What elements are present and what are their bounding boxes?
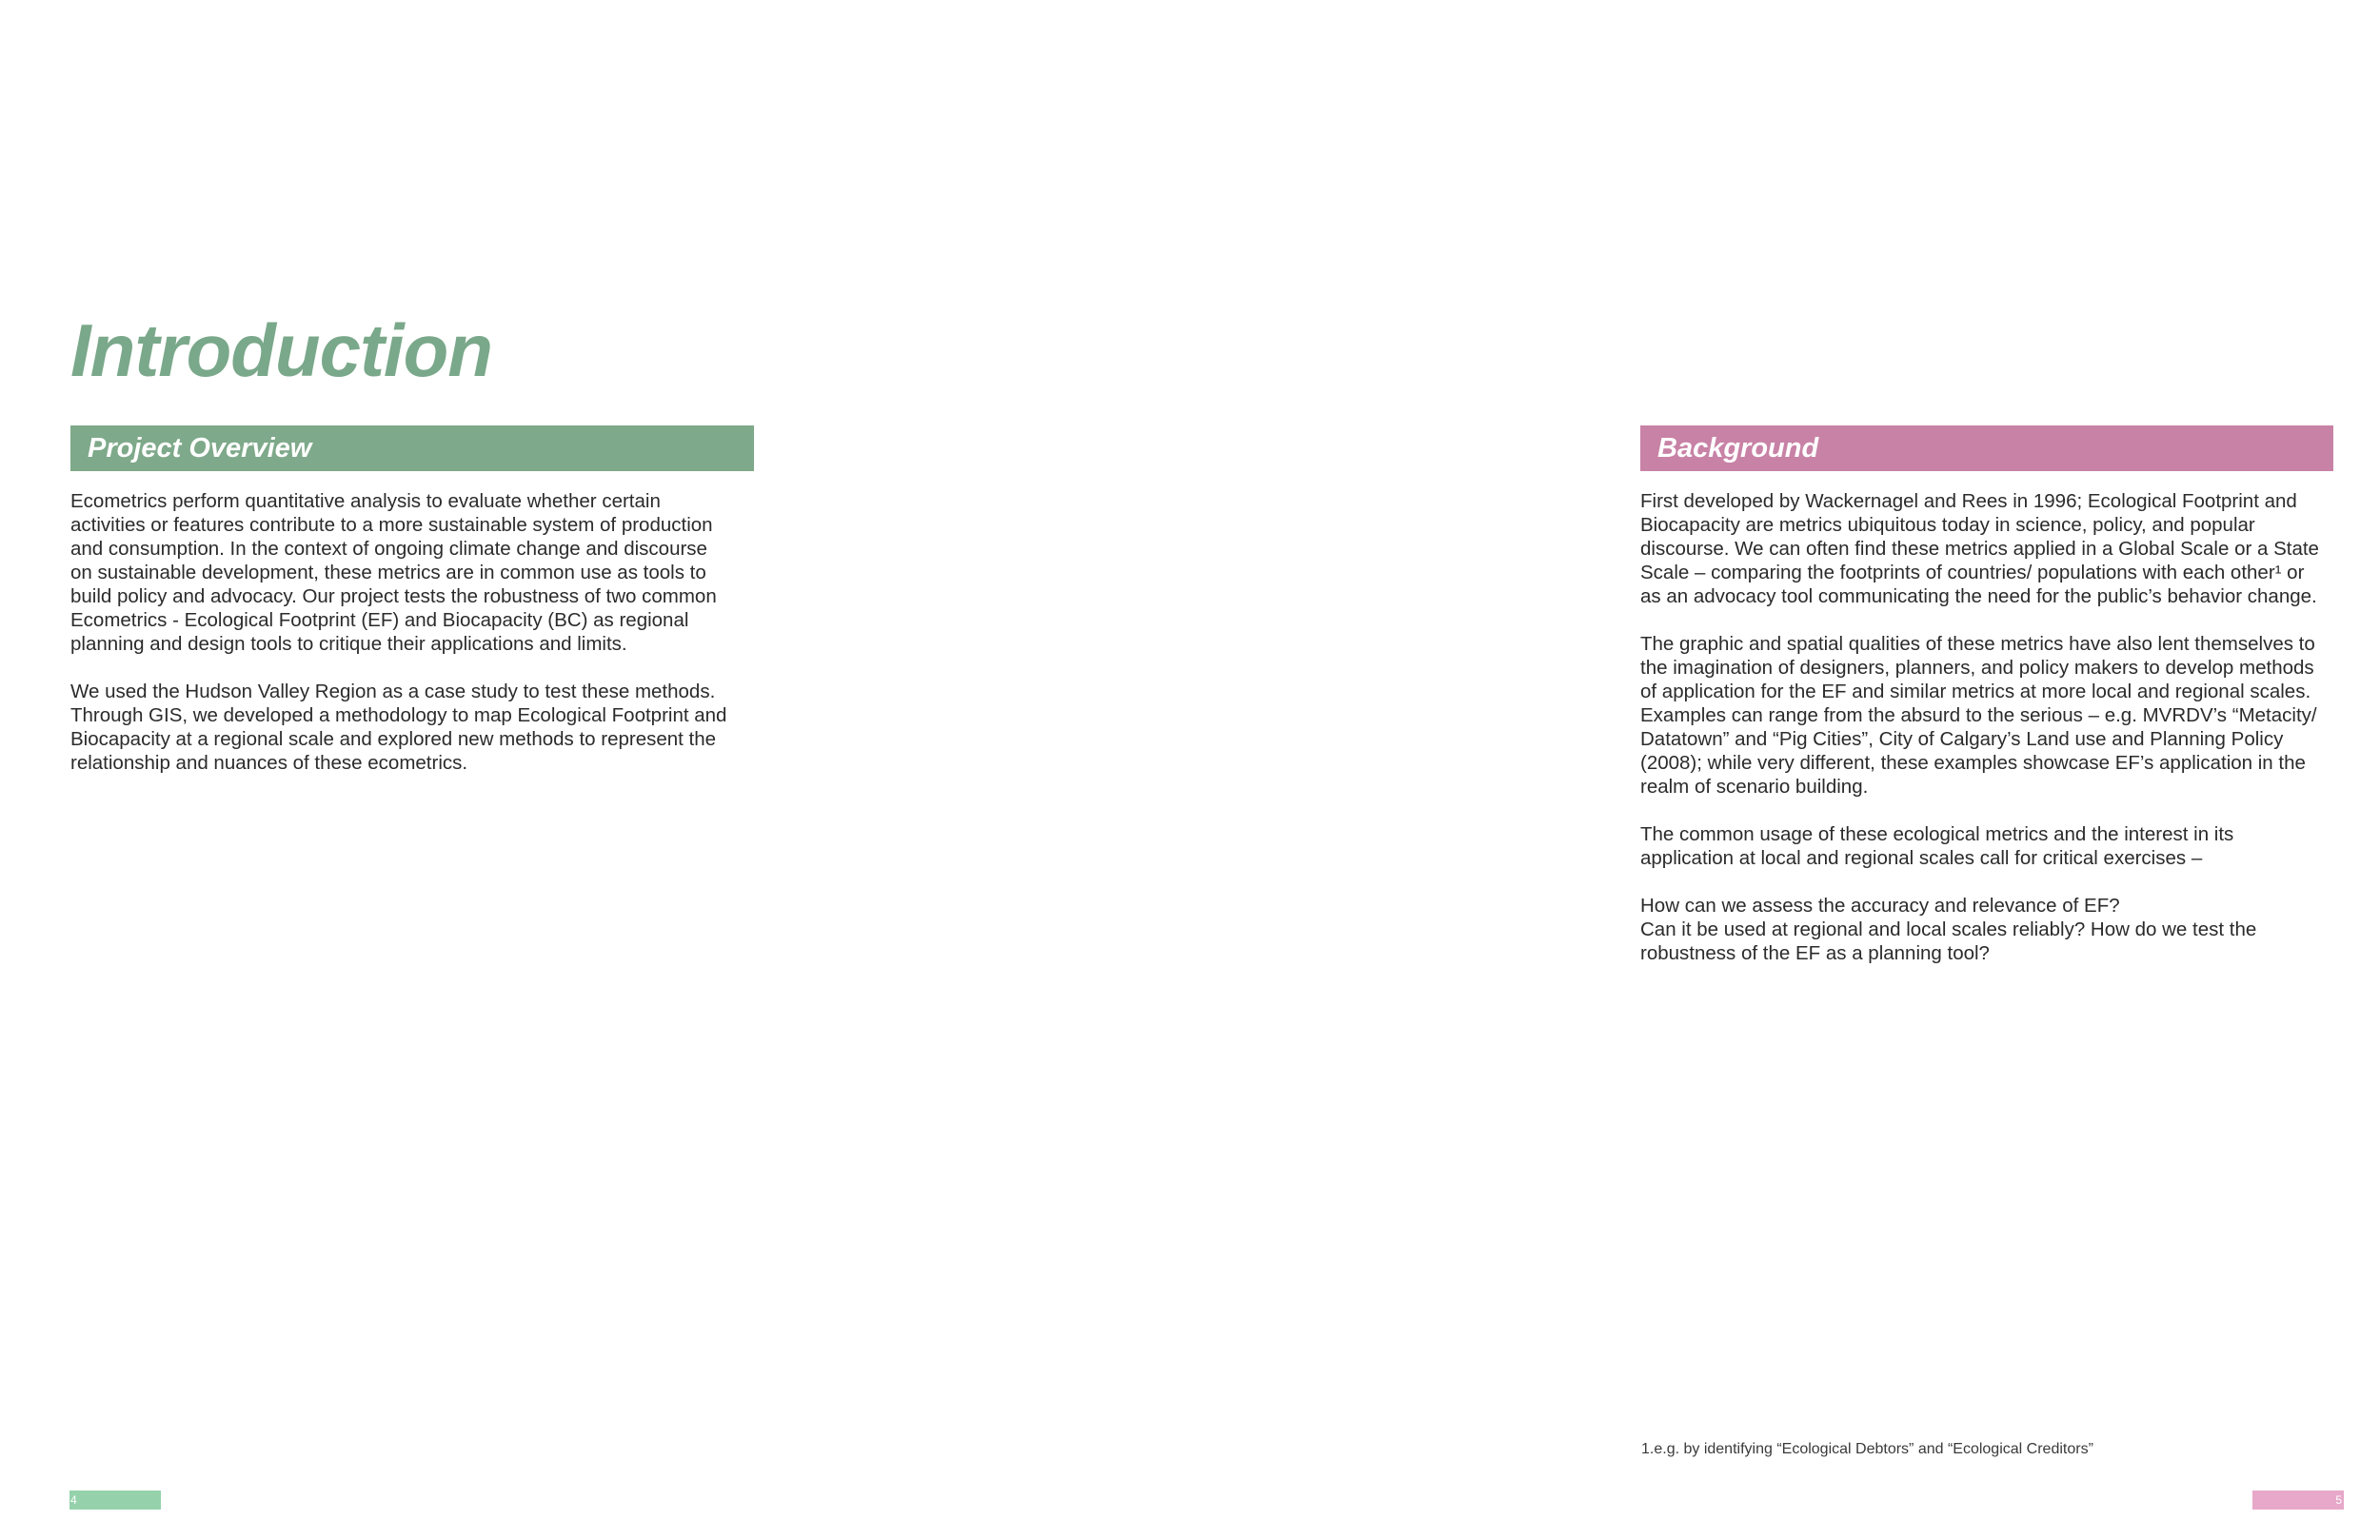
text-line: on sustainable development, these metrics are in common use as tools to — [70, 562, 706, 583]
text-line: Datatown” and “Pig Cities”, City of Calgary’s Land use and Planning Policy — [1640, 728, 2284, 750]
text-line: Biocapacity are metrics ubiquitous today in science, policy, and popular — [1640, 514, 2255, 536]
text-line: application at local and regional scales call for critical exercises – — [1640, 847, 2203, 869]
overview-paragraph-2 — [70, 680, 754, 775]
page-number-left: 4 — [69, 1491, 161, 1510]
text-line: (2008); while very different, these examples showcase EF’s application in the — [1640, 752, 2306, 774]
text-line: as an advocacy tool communicating the need for the public’s behavior change. — [1640, 585, 2317, 607]
background-heading: Background — [1640, 425, 2333, 471]
text-line: How can we assess the accuracy and relevance of EF? — [1640, 895, 2120, 917]
text-line: robustness of the EF as a planning tool? — [1640, 942, 1990, 964]
footnote: 1.e.g. by identifying “Ecological Debtors” and “Ecological Creditors” — [1641, 1441, 2093, 1457]
text-line: activities or features contribute to a more sustainable system of production — [70, 514, 713, 536]
text-line: Can it be used at regional and local scales reliably? How do we test the — [1640, 918, 2257, 940]
text-line: relationship and nuances of these ecometrics. — [70, 752, 468, 774]
background-paragraph-1 — [1640, 489, 2345, 608]
text-line: Scale – comparing the footprints of countries/ populations with each other¹ or — [1640, 562, 2305, 583]
project-overview-heading: Project Overview — [70, 425, 754, 471]
background-paragraph-2 — [1640, 632, 2345, 799]
text-line: Ecometrics perform quantitative analysis to evaluate whether certain — [70, 490, 661, 512]
background-paragraph-3 — [1640, 822, 2345, 870]
text-line: Ecometrics - Ecological Footprint (EF) and Biocapacity (BC) as regional — [70, 609, 689, 631]
page-number-right: 5 — [2252, 1491, 2344, 1510]
project-overview-text — [70, 489, 754, 799]
text-line: build policy and advocacy. Our project tests the robustness of two common — [70, 585, 717, 607]
text-line: The common usage of these ecological metrics and the interest in its — [1640, 823, 2234, 845]
text-line: Examples can range from the absurd to the serious – e.g. MVRDV’s “Metacity/ — [1640, 704, 2317, 726]
text-line: the imagination of designers, planners, and policy makers to develop methods — [1640, 657, 2314, 679]
overview-paragraph-1 — [70, 489, 754, 656]
text-line: Biocapacity at a regional scale and explored new methods to represent the — [70, 728, 717, 750]
text-line: The graphic and spatial qualities of these metrics have also lent themselves to — [1640, 633, 2315, 655]
text-line: and consumption. In the context of ongoing climate change and discourse — [70, 538, 707, 560]
text-line: planning and design tools to critique their applications and limits. — [70, 633, 627, 655]
text-line: discourse. We can often find these metrics applied in a Global Scale or a State — [1640, 538, 2319, 560]
page-title: Introduction — [70, 308, 492, 392]
text-line: of application for the EF and similar metrics at more local and regional scales. — [1640, 681, 2311, 702]
background-text — [1640, 489, 2345, 989]
text-line: Through GIS, we developed a methodology to map Ecological Footprint and — [70, 704, 727, 726]
text-line: First developed by Wackernagel and Rees in 1996; Ecological Footprint and — [1640, 490, 2297, 512]
text-line: We used the Hudson Valley Region as a case study to test these methods. — [70, 681, 716, 702]
text-line: realm of scenario building. — [1640, 776, 1869, 798]
background-paragraph-4 — [1640, 894, 2345, 965]
